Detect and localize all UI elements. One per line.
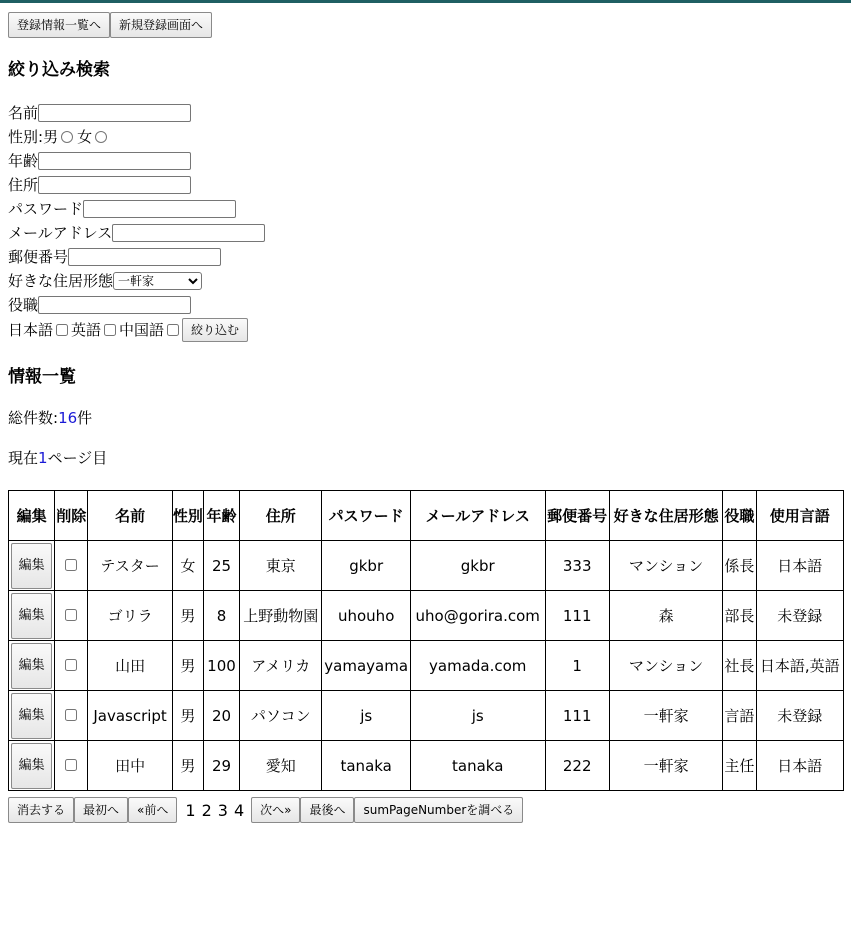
- cell-name: 田中: [88, 741, 172, 791]
- address-label: 住所: [8, 176, 39, 194]
- cell-address: 愛知: [240, 741, 322, 791]
- housing-select[interactable]: [113, 272, 202, 290]
- english-checkbox[interactable]: [104, 324, 116, 336]
- cell-role: 主任: [723, 741, 756, 791]
- male-label: 男: [43, 128, 59, 146]
- housing-label: 好きな住居形態: [8, 272, 114, 290]
- info-table: [8, 490, 844, 791]
- gender-label: 性別:: [8, 128, 44, 146]
- age-label: 年齢: [8, 152, 39, 170]
- cell-age: 8: [203, 591, 239, 641]
- cell-delete: [55, 541, 88, 591]
- cell-password: gkbr: [322, 541, 410, 591]
- table-body: [9, 541, 844, 791]
- cell-gender: 女: [172, 541, 203, 591]
- english-label: 英語: [71, 321, 102, 339]
- cell-role: 部長: [723, 591, 756, 641]
- age-input[interactable]: [38, 152, 191, 170]
- edit-row-button[interactable]: 編集: [11, 593, 52, 639]
- header-delete: 削除: [55, 491, 88, 541]
- header-email: メールアドレス: [410, 491, 545, 541]
- female-label: 女: [77, 128, 93, 146]
- delete-button[interactable]: 消去する: [8, 797, 74, 823]
- edit-row-button[interactable]: 編集: [11, 693, 52, 739]
- delete-row-checkbox[interactable]: [65, 559, 77, 571]
- filter-submit-button[interactable]: 絞り込む: [182, 318, 248, 342]
- cell-name: Javascript: [88, 691, 172, 741]
- first-page-button[interactable]: 最初へ: [74, 797, 128, 823]
- cell-delete: [55, 641, 88, 691]
- male-radio[interactable]: [61, 131, 73, 143]
- cell-name: テスター: [88, 541, 172, 591]
- cell-email: js: [410, 691, 545, 741]
- cell-edit: [9, 541, 55, 591]
- new-registration-button[interactable]: 新規登録画面へ: [110, 12, 212, 38]
- top-accent-bar: [0, 0, 851, 3]
- edit-row-button[interactable]: 編集: [11, 743, 52, 789]
- cell-gender: 男: [172, 691, 203, 741]
- header-edit: 編集: [9, 491, 55, 541]
- table-row: [9, 541, 844, 591]
- page-link-3[interactable]: 3: [217, 800, 228, 820]
- cell-delete: [55, 691, 88, 741]
- cell-gender: 男: [172, 741, 203, 791]
- cell-address: パソコン: [240, 691, 322, 741]
- header-languages: 使用言語: [756, 491, 843, 541]
- total-count-value: 16: [58, 409, 78, 427]
- cell-languages: 未登録: [756, 591, 843, 641]
- cell-email: gkbr: [410, 541, 545, 591]
- edit-row-button[interactable]: 編集: [11, 643, 52, 689]
- total-prefix: 総件数:: [8, 409, 59, 427]
- email-label: メールアドレス: [8, 224, 113, 242]
- delete-row-checkbox[interactable]: [65, 659, 77, 671]
- total-count: [8, 406, 844, 430]
- table-row: [9, 741, 844, 791]
- cell-password: tanaka: [322, 741, 410, 791]
- header-role: 役職: [723, 491, 756, 541]
- table-row: [9, 591, 844, 641]
- cell-housing: マンション: [609, 641, 723, 691]
- cell-postal-code: 111: [545, 691, 609, 741]
- cell-gender: 男: [172, 591, 203, 641]
- name-label: 名前: [8, 104, 39, 122]
- cell-role: 係長: [723, 541, 756, 591]
- cell-password: js: [322, 691, 410, 741]
- cell-housing: 一軒家: [609, 691, 723, 741]
- cell-address: 東京: [240, 541, 322, 591]
- delete-row-checkbox[interactable]: [65, 609, 77, 621]
- current-page: [8, 446, 844, 470]
- page-link-1[interactable]: 1: [185, 800, 196, 820]
- header-postal-code: 郵便番号: [545, 491, 609, 541]
- cell-languages: 日本語,英語: [756, 641, 843, 691]
- edit-row-button[interactable]: 編集: [11, 543, 52, 589]
- search-heading: 絞り込み検索: [8, 60, 110, 80]
- cell-edit: [9, 741, 55, 791]
- cell-email: tanaka: [410, 741, 545, 791]
- page: [8, 12, 844, 820]
- password-label: パスワード: [8, 200, 84, 218]
- cell-housing: 森: [609, 591, 723, 641]
- delete-row-checkbox[interactable]: [65, 709, 77, 721]
- pagination: [8, 797, 523, 823]
- search-form: [8, 101, 844, 343]
- cell-email: uho@gorira.com: [410, 591, 545, 641]
- header-name: 名前: [88, 491, 172, 541]
- list-page-button[interactable]: 登録情報一覧へ: [8, 12, 110, 38]
- cell-delete: [55, 591, 88, 641]
- cell-password: yamayama: [322, 641, 410, 691]
- cell-languages: 日本語: [756, 541, 843, 591]
- postal-code-label: 郵便番号: [8, 248, 69, 266]
- role-label: 役職: [8, 296, 39, 314]
- header-password: パスワード: [322, 491, 410, 541]
- table-row: [9, 641, 844, 691]
- role-input[interactable]: [38, 296, 191, 314]
- cell-gender: 男: [172, 641, 203, 691]
- japanese-checkbox[interactable]: [56, 324, 68, 336]
- page-link-2[interactable]: 2: [201, 800, 212, 820]
- cell-languages: 未登録: [756, 691, 843, 741]
- table-header-row: [9, 491, 844, 541]
- postal-code-input[interactable]: [68, 248, 221, 266]
- header-age: 年齢: [203, 491, 239, 541]
- page-suffix: ページ目: [47, 449, 108, 467]
- cell-edit: [9, 691, 55, 741]
- cell-languages: 日本語: [756, 741, 843, 791]
- header-address: 住所: [240, 491, 322, 541]
- cell-age: 25: [203, 541, 239, 591]
- cell-role: 社長: [723, 641, 756, 691]
- sum-page-number-button[interactable]: sumPageNumberを調べる: [354, 797, 523, 823]
- cell-name: ゴリラ: [88, 591, 172, 641]
- cell-postal-code: 333: [545, 541, 609, 591]
- page-link-4[interactable]: 4: [233, 800, 245, 820]
- cell-address: 上野動物園: [240, 591, 322, 641]
- cell-postal-code: 1: [545, 641, 609, 691]
- header-housing: 好きな住居形態: [609, 491, 723, 541]
- cell-edit: [9, 591, 55, 641]
- cell-postal-code: 111: [545, 591, 609, 641]
- delete-row-checkbox[interactable]: [65, 759, 77, 771]
- total-suffix: 件: [77, 409, 93, 427]
- cell-housing: 一軒家: [609, 741, 723, 791]
- japanese-label: 日本語: [8, 321, 54, 339]
- nav-buttons: [8, 12, 844, 38]
- page-prefix: 現在: [8, 449, 39, 467]
- cell-age: 20: [203, 691, 239, 741]
- last-page-button[interactable]: 最後へ: [300, 797, 354, 823]
- cell-role: 言語: [723, 691, 756, 741]
- chinese-label: 中国語: [119, 321, 165, 339]
- cell-address: アメリカ: [240, 641, 322, 691]
- cell-postal-code: 222: [545, 741, 609, 791]
- cell-age: 100: [203, 641, 239, 691]
- next-page-button[interactable]: 次へ»: [251, 797, 300, 823]
- prev-page-button[interactable]: «前へ: [128, 797, 177, 823]
- password-input[interactable]: [83, 200, 236, 218]
- current-page-value: 1: [38, 449, 48, 467]
- cell-name: 山田: [88, 641, 172, 691]
- email-input[interactable]: [112, 224, 265, 242]
- cell-housing: マンション: [609, 541, 723, 591]
- chinese-checkbox[interactable]: [167, 324, 179, 336]
- cell-delete: [55, 741, 88, 791]
- female-radio[interactable]: [95, 131, 107, 143]
- header-gender: 性別: [172, 491, 203, 541]
- info-list-heading: 情報一覧: [8, 367, 76, 387]
- cell-email: yamada.com: [410, 641, 545, 691]
- cell-password: uhouho: [322, 591, 410, 641]
- cell-age: 29: [203, 741, 239, 791]
- table-row: [9, 691, 844, 741]
- name-input[interactable]: [38, 104, 191, 122]
- cell-edit: [9, 641, 55, 691]
- address-input[interactable]: [38, 176, 191, 194]
